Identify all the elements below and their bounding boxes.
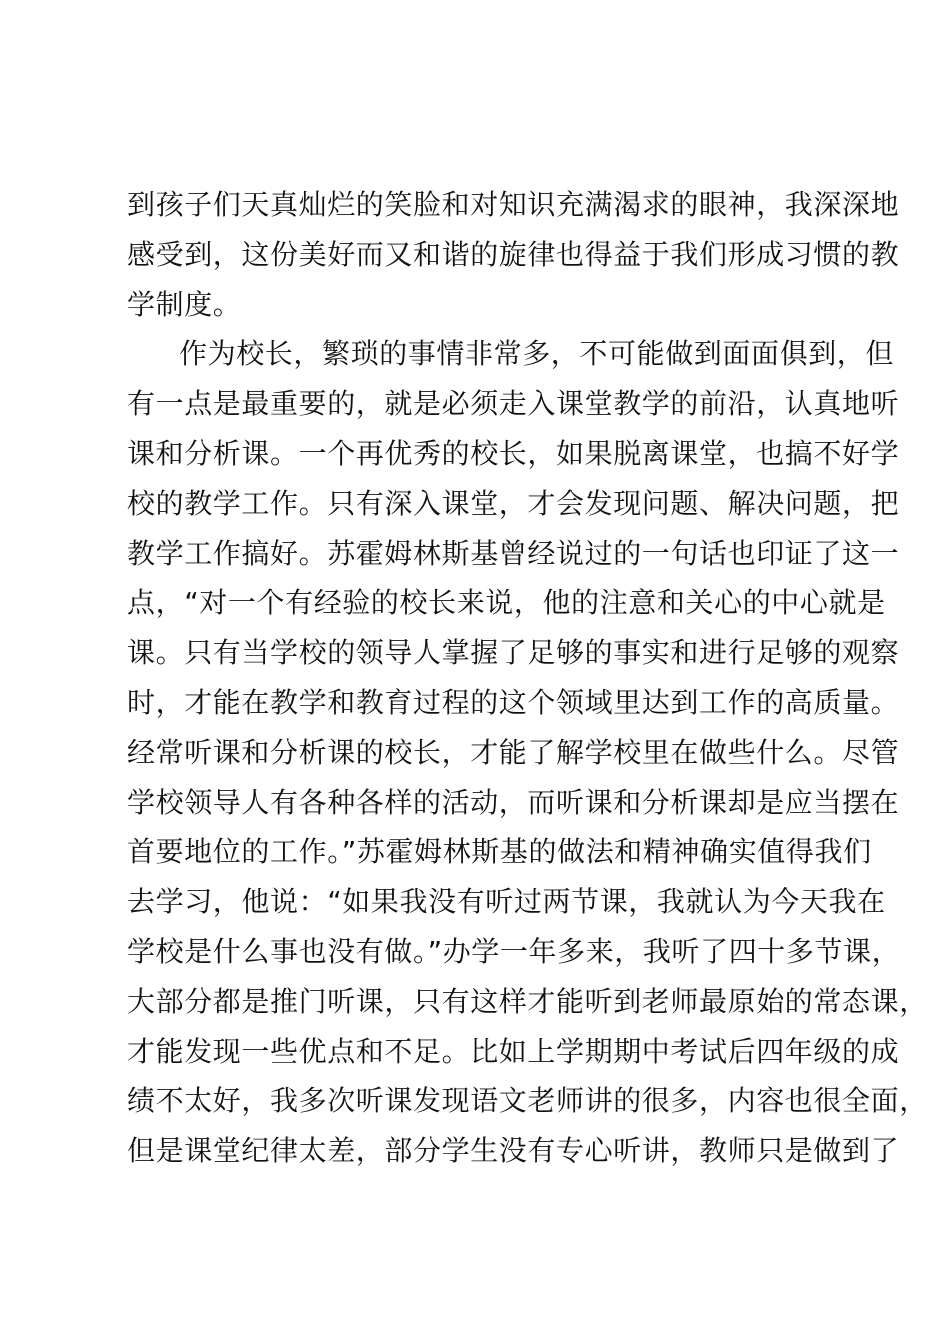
text-line: 教学工作搞好。苏霍姆林斯基曾经说过的一句话也印证了这一 [127,536,900,570]
text-line: 学校领导人有各种各样的活动，而听课和分析课却是应当摆在 [127,785,900,819]
text-line: 去学习，他说：“如果我没有听过两节课，我就认为今天我在 [127,885,886,919]
text-line: 学校是什么事也没有做。”办学一年多来，我听了四十多节课， [127,934,901,968]
text-line: 但是课堂纪律太差，部分学生没有专心听讲，教师只是做到了 [127,1134,900,1168]
paragraph-first-line: 作为校长，繁琐的事情非常多，不可能做到面面俱到，但 [179,337,895,371]
text-line: 才能发现一些优点和不足。比如上学期期中考试后四年级的成 [127,1034,900,1068]
text-line: 首要地位的工作。”苏霍姆林斯基的做法和精神确实值得我们 [127,835,872,869]
text-line: 大部分都是推门听课，只有这样才能听到老师最原始的常态课， [127,984,928,1018]
text-line: 到孩子们天真灿烂的笑脸和对知识充满渴求的眼神，我深深地 [127,188,900,221]
text-line: 点，“对一个有经验的校长来说，他的注意和关心的中心就是 [127,586,886,620]
text-line: 校的教学工作。只有深入课堂，才会发现问题、解决问题，把 [127,486,900,520]
text-line: 学制度。 [127,287,242,321]
text-line: 有一点是最重要的，就是必须走入课堂教学的前沿，认真地听 [127,387,900,421]
text-line: 经常听课和分析课的校长，才能了解学校里在做些什么。尽管 [127,735,900,769]
body-text [127,180,928,1176]
text-line: 绩不太好，我多次听课发现语文老师讲的很多，内容也很全面， [127,1084,928,1118]
text-line: 课和分析课。一个再优秀的校长，如果脱离课堂，也搞不好学 [127,436,900,470]
text-line: 课。只有当学校的领导人掌握了足够的事实和进行足够的观察 [127,636,900,670]
text-line: 感受到，这份美好而又和谐的旋律也得益于我们形成习惯的教 [127,237,900,271]
text-line: 时，才能在教学和教育过程的这个领域里达到工作的高质量。 [127,685,900,719]
